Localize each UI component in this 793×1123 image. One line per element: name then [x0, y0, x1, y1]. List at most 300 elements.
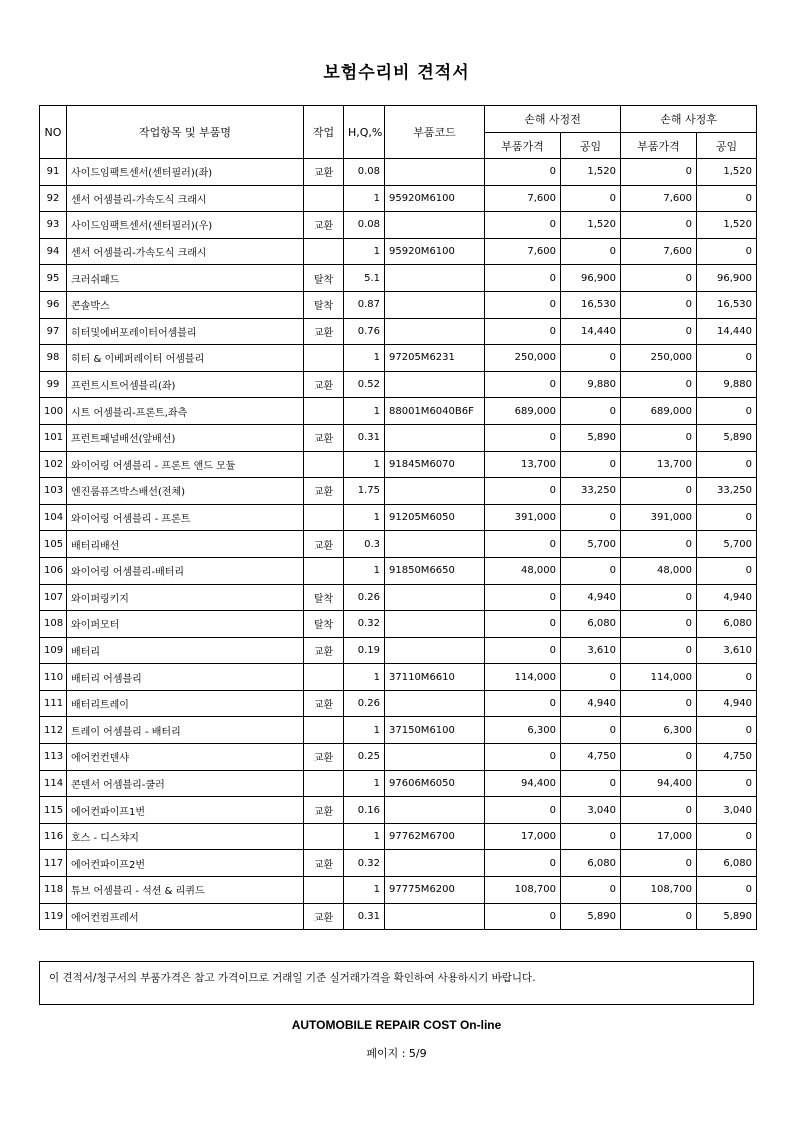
cell-before-parts-price: 114,000: [485, 664, 561, 691]
cell-hq: 0.87: [344, 291, 385, 318]
cell-before-parts-price: 0: [485, 371, 561, 398]
cell-no: 98: [40, 345, 67, 372]
cell-item-name: 콘솔박스: [67, 291, 304, 318]
cell-part-code: [385, 584, 485, 611]
cell-no: 95: [40, 265, 67, 292]
cell-hq: 5.1: [344, 265, 385, 292]
cell-before-labor: 0: [561, 770, 621, 797]
cell-hq: 1: [344, 238, 385, 265]
cell-work: [304, 345, 344, 372]
cell-after-labor: 0: [697, 398, 757, 425]
cell-after-parts-price: 0: [621, 637, 697, 664]
cell-hq: 0.32: [344, 850, 385, 877]
cell-hq: 1: [344, 557, 385, 584]
cell-item-name: 에어컨컨덴샤: [67, 744, 304, 771]
cell-part-code: [385, 371, 485, 398]
cell-hq: 1: [344, 398, 385, 425]
table-row: [40, 398, 757, 425]
table-row: [40, 637, 757, 664]
cell-before-labor: 1,520: [561, 212, 621, 239]
cell-after-parts-price: 0: [621, 318, 697, 345]
table-row: [40, 451, 757, 478]
cell-work: 교환: [304, 744, 344, 771]
cell-after-labor: 5,890: [697, 424, 757, 451]
cell-no: 107: [40, 584, 67, 611]
cell-no: 102: [40, 451, 67, 478]
cell-no: 113: [40, 744, 67, 771]
cell-before-parts-price: 250,000: [485, 345, 561, 372]
cell-hq: 0.16: [344, 797, 385, 824]
cell-hq: 1: [344, 717, 385, 744]
cell-before-parts-price: 0: [485, 478, 561, 505]
cell-part-code: 91845M6070: [385, 451, 485, 478]
header-after-labor: 공임: [697, 133, 757, 159]
cell-before-parts-price: 0: [485, 424, 561, 451]
cell-work: [304, 664, 344, 691]
cell-part-code: 97762M6700: [385, 823, 485, 850]
cell-hq: 0.25: [344, 744, 385, 771]
cell-after-labor: 0: [697, 451, 757, 478]
table-body: [40, 159, 757, 930]
header-before: 손해 사정전: [485, 106, 621, 133]
cell-hq: 1: [344, 504, 385, 531]
cell-item-name: 센서 어셈블리-가속도식 크래시: [67, 238, 304, 265]
cell-part-code: 97606M6050: [385, 770, 485, 797]
cell-before-parts-price: 0: [485, 690, 561, 717]
cell-hq: 0.08: [344, 159, 385, 186]
cell-before-parts-price: 0: [485, 265, 561, 292]
cell-part-code: [385, 744, 485, 771]
cell-before-labor: 14,440: [561, 318, 621, 345]
cell-before-labor: 0: [561, 398, 621, 425]
cell-after-parts-price: 7,600: [621, 185, 697, 212]
cell-work: 교환: [304, 478, 344, 505]
cell-hq: 0.08: [344, 212, 385, 239]
cell-item-name: 와이퍼링키지: [67, 584, 304, 611]
cell-before-labor: 4,940: [561, 690, 621, 717]
cell-hq: 0.26: [344, 690, 385, 717]
cell-item-name: 배터리배선: [67, 531, 304, 558]
cell-part-code: 91205M6050: [385, 504, 485, 531]
cell-before-parts-price: 108,700: [485, 877, 561, 904]
cell-hq: 0.3: [344, 531, 385, 558]
cell-after-parts-price: 6,300: [621, 717, 697, 744]
table-row: [40, 903, 757, 930]
cell-after-labor: 3,610: [697, 637, 757, 664]
cell-hq: 1.75: [344, 478, 385, 505]
cell-after-labor: 4,940: [697, 690, 757, 717]
cell-after-parts-price: 0: [621, 744, 697, 771]
table-row: [40, 291, 757, 318]
cell-item-name: 시트 어셈블리-프론트,좌측: [67, 398, 304, 425]
cell-after-labor: 0: [697, 504, 757, 531]
cell-before-labor: 5,890: [561, 424, 621, 451]
cell-item-name: 프런트시트어셈블리(좌): [67, 371, 304, 398]
cell-part-code: [385, 291, 485, 318]
cell-no: 117: [40, 850, 67, 877]
cell-no: 115: [40, 797, 67, 824]
cell-after-parts-price: 0: [621, 291, 697, 318]
cell-before-labor: 6,080: [561, 850, 621, 877]
cell-before-labor: 0: [561, 823, 621, 850]
table-row: [40, 557, 757, 584]
cell-item-name: 에어컨파이프2번: [67, 850, 304, 877]
cell-item-name: 배터리: [67, 637, 304, 664]
table-row: [40, 744, 757, 771]
cell-work: 교환: [304, 690, 344, 717]
cell-work: 탈착: [304, 265, 344, 292]
cell-no: 110: [40, 664, 67, 691]
header-code: 부품코드: [385, 106, 485, 159]
cell-work: [304, 770, 344, 797]
cell-work: 탈착: [304, 584, 344, 611]
cell-before-labor: 0: [561, 664, 621, 691]
cell-item-name: 와이퍼모터: [67, 611, 304, 638]
header-before-labor: 공임: [561, 133, 621, 159]
cell-before-labor: 0: [561, 557, 621, 584]
header-before-parts: 부품가격: [485, 133, 561, 159]
cell-hq: 0.31: [344, 903, 385, 930]
cell-hq: 0.31: [344, 424, 385, 451]
cell-part-code: [385, 690, 485, 717]
table-row: [40, 159, 757, 186]
cell-before-parts-price: 13,700: [485, 451, 561, 478]
cell-before-labor: 33,250: [561, 478, 621, 505]
cell-after-labor: 96,900: [697, 265, 757, 292]
cell-before-parts-price: 94,400: [485, 770, 561, 797]
cell-work: 교환: [304, 212, 344, 239]
cell-part-code: 88001M6040B6F: [385, 398, 485, 425]
cell-item-name: 와이어링 어셈블리-배터리: [67, 557, 304, 584]
cell-no: 105: [40, 531, 67, 558]
header-row: [40, 106, 757, 133]
cell-before-labor: 4,940: [561, 584, 621, 611]
cell-before-labor: 0: [561, 238, 621, 265]
cell-after-parts-price: 7,600: [621, 238, 697, 265]
cell-hq: 1: [344, 877, 385, 904]
cell-after-labor: 14,440: [697, 318, 757, 345]
cell-after-labor: 0: [697, 238, 757, 265]
cell-before-parts-price: 0: [485, 212, 561, 239]
cell-after-parts-price: 0: [621, 478, 697, 505]
cell-part-code: [385, 424, 485, 451]
header-hq: H,Q,%: [344, 106, 385, 159]
table-row: [40, 265, 757, 292]
table-row: [40, 770, 757, 797]
cell-hq: 0.76: [344, 318, 385, 345]
cell-after-parts-price: 250,000: [621, 345, 697, 372]
table-row: [40, 531, 757, 558]
cell-no: 119: [40, 903, 67, 930]
cell-before-labor: 0: [561, 877, 621, 904]
cell-work: 교환: [304, 797, 344, 824]
cell-after-parts-price: 48,000: [621, 557, 697, 584]
cell-part-code: [385, 318, 485, 345]
cell-item-name: 히터 & 이베퍼레이터 어셈블리: [67, 345, 304, 372]
cell-work: 교환: [304, 424, 344, 451]
cell-no: 96: [40, 291, 67, 318]
cell-no: 101: [40, 424, 67, 451]
notice-text: 이 견적서/청구서의 부품가격은 참고 가격이므로 거래일 기준 실거래가격을 확인하여 사용하시기 바랍니다.: [49, 972, 536, 984]
table-row: [40, 238, 757, 265]
cell-item-name: 배터리트레이: [67, 690, 304, 717]
cell-after-parts-price: 0: [621, 159, 697, 186]
cell-before-parts-price: 0: [485, 744, 561, 771]
table-row: [40, 185, 757, 212]
cell-after-parts-price: 0: [621, 797, 697, 824]
cell-no: 114: [40, 770, 67, 797]
cell-item-name: 튜브 어셈블리 - 석션 & 리퀴드: [67, 877, 304, 904]
cell-part-code: [385, 265, 485, 292]
cell-after-labor: 0: [697, 770, 757, 797]
cell-work: 교환: [304, 371, 344, 398]
cell-work: 교환: [304, 903, 344, 930]
cell-item-name: 와이어링 어셈블리 - 프론트: [67, 504, 304, 531]
cell-after-labor: 3,040: [697, 797, 757, 824]
cell-no: 112: [40, 717, 67, 744]
cell-before-parts-price: 0: [485, 637, 561, 664]
cell-hq: 0.26: [344, 584, 385, 611]
cell-no: 108: [40, 611, 67, 638]
table-row: [40, 371, 757, 398]
cell-after-parts-price: 0: [621, 611, 697, 638]
cell-work: [304, 451, 344, 478]
cell-hq: 1: [344, 185, 385, 212]
table-row: [40, 424, 757, 451]
cell-item-name: 엔진룸퓨즈박스배선(전체): [67, 478, 304, 505]
table-row: [40, 690, 757, 717]
cell-work: 탈착: [304, 291, 344, 318]
cell-before-labor: 3,610: [561, 637, 621, 664]
cell-before-parts-price: 689,000: [485, 398, 561, 425]
cell-no: 103: [40, 478, 67, 505]
cell-hq: 1: [344, 770, 385, 797]
cell-no: 100: [40, 398, 67, 425]
cell-after-labor: 6,080: [697, 850, 757, 877]
cell-before-parts-price: 0: [485, 611, 561, 638]
cell-work: 교환: [304, 318, 344, 345]
cell-before-labor: 0: [561, 451, 621, 478]
cell-part-code: 37110M6610: [385, 664, 485, 691]
cell-after-labor: 9,880: [697, 371, 757, 398]
cell-before-labor: 5,890: [561, 903, 621, 930]
cell-before-labor: 9,880: [561, 371, 621, 398]
table-row: [40, 318, 757, 345]
cell-before-parts-price: 0: [485, 850, 561, 877]
cell-hq: 1: [344, 345, 385, 372]
cell-after-labor: 0: [697, 664, 757, 691]
table-row: [40, 717, 757, 744]
cell-item-name: 크러쉬패드: [67, 265, 304, 292]
cell-after-parts-price: 0: [621, 903, 697, 930]
cell-before-parts-price: 391,000: [485, 504, 561, 531]
cell-no: 97: [40, 318, 67, 345]
cell-hq: 0.19: [344, 637, 385, 664]
cell-no: 93: [40, 212, 67, 239]
cell-after-parts-price: 391,000: [621, 504, 697, 531]
cell-before-labor: 6,080: [561, 611, 621, 638]
cell-work: [304, 823, 344, 850]
document-title: 보험수리비 견적서: [323, 63, 470, 83]
cell-after-parts-price: 13,700: [621, 451, 697, 478]
cell-part-code: 37150M6100: [385, 717, 485, 744]
cell-after-labor: 5,890: [697, 903, 757, 930]
cell-part-code: 91850M6650: [385, 557, 485, 584]
cell-no: 106: [40, 557, 67, 584]
cell-after-parts-price: 689,000: [621, 398, 697, 425]
cell-part-code: 97205M6231: [385, 345, 485, 372]
cell-before-parts-price: 48,000: [485, 557, 561, 584]
cell-after-parts-price: 114,000: [621, 664, 697, 691]
cell-work: 교환: [304, 637, 344, 664]
header-no: NO: [40, 106, 67, 159]
cell-item-name: 사이드임팩트센서(센터필러)(우): [67, 212, 304, 239]
cell-before-labor: 1,520: [561, 159, 621, 186]
header-after-parts: 부품가격: [621, 133, 697, 159]
cell-part-code: [385, 159, 485, 186]
table-row: [40, 504, 757, 531]
table-row: [40, 478, 757, 505]
cell-part-code: [385, 212, 485, 239]
cell-work: 교환: [304, 159, 344, 186]
cell-before-parts-price: 0: [485, 797, 561, 824]
cell-after-labor: 16,530: [697, 291, 757, 318]
cell-before-parts-price: 0: [485, 291, 561, 318]
cell-after-labor: 33,250: [697, 478, 757, 505]
cell-before-labor: 3,040: [561, 797, 621, 824]
cell-part-code: 95920M6100: [385, 238, 485, 265]
header-after: 손해 사정후: [621, 106, 757, 133]
cell-part-code: [385, 850, 485, 877]
cell-no: 111: [40, 690, 67, 717]
cell-before-labor: 0: [561, 345, 621, 372]
header-item: 작업항목 및 부품명: [67, 106, 304, 159]
cell-after-labor: 1,520: [697, 159, 757, 186]
cell-after-labor: 5,700: [697, 531, 757, 558]
cell-part-code: [385, 478, 485, 505]
cell-work: 탈착: [304, 611, 344, 638]
page-number: 페이지 : 5/9: [366, 1047, 427, 1060]
cell-hq: 0.32: [344, 611, 385, 638]
notice-box: [39, 961, 754, 1005]
cell-part-code: [385, 797, 485, 824]
cell-item-name: 와이어링 어셈블리 - 프론트 앤드 모듈: [67, 451, 304, 478]
cell-after-parts-price: 94,400: [621, 770, 697, 797]
cell-work: [304, 504, 344, 531]
table-row: [40, 611, 757, 638]
cell-work: [304, 557, 344, 584]
cell-part-code: [385, 611, 485, 638]
cell-after-labor: 4,940: [697, 584, 757, 611]
footer-brand: AUTOMOBILE REPAIR COST On-line: [291, 1018, 502, 1032]
cell-part-code: 95920M6100: [385, 185, 485, 212]
cell-no: 94: [40, 238, 67, 265]
cell-hq: 1: [344, 823, 385, 850]
cell-work: [304, 238, 344, 265]
cell-item-name: 호스 - 디스챠지: [67, 823, 304, 850]
cell-before-parts-price: 7,600: [485, 238, 561, 265]
cell-no: 92: [40, 185, 67, 212]
cell-after-parts-price: 0: [621, 371, 697, 398]
table-row: [40, 664, 757, 691]
cell-item-name: 히터및에버포레이터어셈블리: [67, 318, 304, 345]
cell-after-parts-price: 0: [621, 531, 697, 558]
estimate-table: [39, 105, 757, 930]
cell-before-labor: 16,530: [561, 291, 621, 318]
cell-after-labor: 0: [697, 345, 757, 372]
cell-work: [304, 398, 344, 425]
table-row: [40, 345, 757, 372]
table-row: [40, 877, 757, 904]
cell-before-labor: 4,750: [561, 744, 621, 771]
cell-work: [304, 717, 344, 744]
cell-hq: 0.52: [344, 371, 385, 398]
cell-after-labor: 0: [697, 185, 757, 212]
cell-before-parts-price: 0: [485, 159, 561, 186]
cell-before-labor: 0: [561, 504, 621, 531]
cell-work: [304, 185, 344, 212]
cell-after-labor: 4,750: [697, 744, 757, 771]
cell-no: 109: [40, 637, 67, 664]
table-row: [40, 797, 757, 824]
cell-after-parts-price: 108,700: [621, 877, 697, 904]
cell-item-name: 에어컨파이프1번: [67, 797, 304, 824]
cell-hq: 1: [344, 451, 385, 478]
cell-no: 91: [40, 159, 67, 186]
cell-no: 118: [40, 877, 67, 904]
cell-item-name: 콘덴서 어셈블리-쿨러: [67, 770, 304, 797]
table-row: [40, 823, 757, 850]
cell-before-labor: 96,900: [561, 265, 621, 292]
cell-after-labor: 0: [697, 823, 757, 850]
cell-no: 99: [40, 371, 67, 398]
cell-after-parts-price: 0: [621, 265, 697, 292]
cell-after-parts-price: 0: [621, 212, 697, 239]
cell-after-parts-price: 0: [621, 424, 697, 451]
cell-before-labor: 5,700: [561, 531, 621, 558]
cell-part-code: [385, 531, 485, 558]
cell-before-parts-price: 6,300: [485, 717, 561, 744]
cell-work: [304, 877, 344, 904]
header-work: 작업: [304, 106, 344, 159]
table-row: [40, 584, 757, 611]
cell-after-labor: 6,080: [697, 611, 757, 638]
cell-before-parts-price: 0: [485, 531, 561, 558]
cell-before-parts-price: 0: [485, 584, 561, 611]
cell-after-parts-price: 0: [621, 690, 697, 717]
cell-before-parts-price: 17,000: [485, 823, 561, 850]
cell-no: 116: [40, 823, 67, 850]
table-row: [40, 850, 757, 877]
cell-after-parts-price: 0: [621, 850, 697, 877]
cell-before-parts-price: 0: [485, 318, 561, 345]
cell-hq: 1: [344, 664, 385, 691]
cell-item-name: 센서 어셈블리-가속도식 크래시: [67, 185, 304, 212]
cell-before-labor: 0: [561, 185, 621, 212]
cell-after-labor: 0: [697, 717, 757, 744]
cell-part-code: [385, 637, 485, 664]
cell-work: 교환: [304, 850, 344, 877]
cell-item-name: 사이드임팩트센서(센터필러)(좌): [67, 159, 304, 186]
cell-item-name: 트레이 어셈블리 - 배터리: [67, 717, 304, 744]
table-row: [40, 212, 757, 239]
cell-part-code: 97775M6200: [385, 877, 485, 904]
cell-no: 104: [40, 504, 67, 531]
cell-part-code: [385, 903, 485, 930]
cell-after-labor: 0: [697, 877, 757, 904]
cell-before-labor: 0: [561, 717, 621, 744]
cell-after-parts-price: 17,000: [621, 823, 697, 850]
